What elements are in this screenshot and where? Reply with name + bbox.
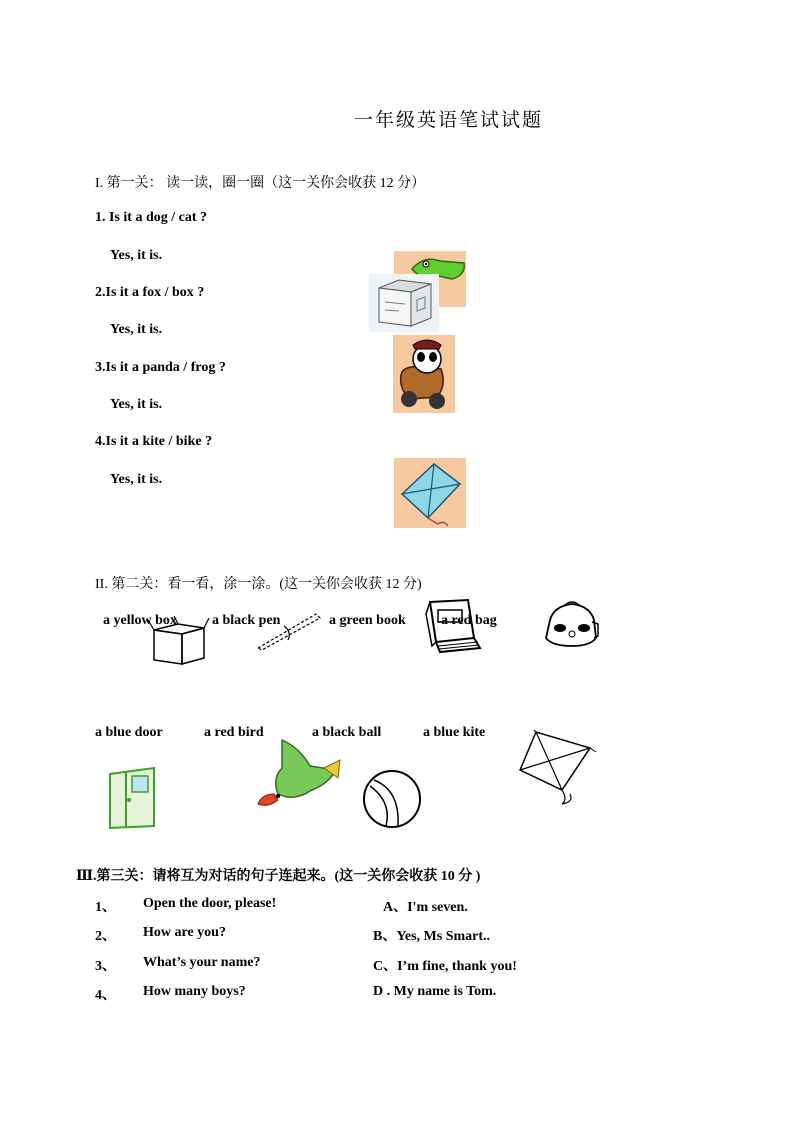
- match-row-1-right: A、I'm seven.: [383, 900, 468, 915]
- item-label-blue-kite: a blue kite: [423, 725, 486, 740]
- item-label-black-ball: a black ball: [312, 725, 382, 740]
- door-image: [104, 766, 160, 830]
- bag-outline-image: [540, 600, 602, 650]
- question-2: 2.Is it a fox / box ?: [95, 285, 205, 300]
- item-label-black-pen: a black pen: [212, 613, 281, 628]
- kite-image: [394, 458, 466, 528]
- match-row-4-left: How many boys?: [143, 984, 246, 999]
- answer-2: Yes, it is.: [110, 322, 163, 337]
- ball-outline-image: [360, 768, 424, 830]
- match-row-4-number: 4、: [95, 988, 116, 1003]
- answer-1: Yes, it is.: [110, 248, 163, 263]
- parrot-image: [254, 738, 344, 812]
- item-label-blue-door: a blue door: [95, 725, 163, 740]
- item-label-green-book: a green book: [329, 613, 406, 628]
- page-title: 一年级英语笔试试题: [354, 110, 544, 131]
- match-row-3-number: 3、: [95, 959, 116, 974]
- match-row-2-left: How are you?: [143, 925, 226, 940]
- section3-heading: Ⅲ.第三关：请将互为对话的句子连起来。(这一关你会收获 10 分 ): [76, 869, 481, 884]
- question-4: 4.Is it a kite / bike ?: [95, 434, 213, 449]
- question-1: 1. Is it a dog / cat ?: [95, 210, 207, 225]
- section2-heading: II. 第二关：看一看，涂一涂。(这一关你会收获 12 分): [95, 577, 422, 592]
- item-label-red-bag: a red bag: [441, 613, 497, 628]
- box-image: [369, 274, 439, 332]
- match-row-2-number: 2、: [95, 929, 116, 944]
- answer-4: Yes, it is.: [110, 472, 163, 487]
- kite-outline-image: [516, 730, 598, 806]
- item-label-red-bird: a red bird: [204, 725, 264, 740]
- section1-heading: I. 第一关： 读一读，圈一圈（这一关你会收获 12 分）: [95, 176, 426, 191]
- match-row-4-right: D . My name is Tom.: [373, 984, 497, 999]
- answer-3: Yes, it is.: [110, 397, 163, 412]
- match-row-1-left: Open the door, please!: [143, 896, 277, 911]
- match-row-3-right: C、I’m fine, thank you!: [373, 959, 517, 974]
- match-row-2-right: B、Yes, Ms Smart..: [373, 929, 491, 944]
- match-row-3-left: What’s your name?: [143, 955, 261, 970]
- panda-image: [393, 335, 455, 413]
- item-label-yellow-box: a yellow box: [103, 613, 177, 628]
- question-3: 3.Is it a panda / frog ?: [95, 360, 226, 375]
- match-row-1-number: 1、: [95, 900, 116, 915]
